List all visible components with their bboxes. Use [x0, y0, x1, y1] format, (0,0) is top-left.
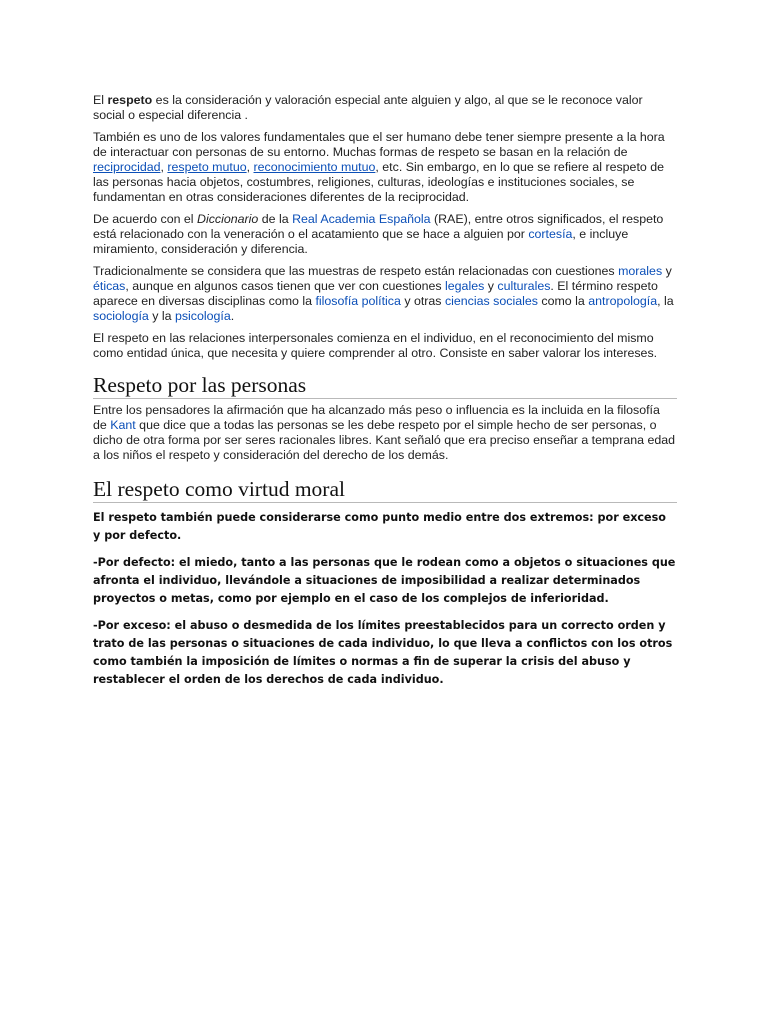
section2-paragraph-por-exceso: -Por exceso: el abuso o desmedida de los límites preestablecidos para un correcto orden y trato de las personas o situaciones de cada individuo, lo que lleva a conflictos con los otros como también la imposición de límites o normas a fin de superar la crisis del abuso y restablecer el orden de los derechos de cada individuo.: [93, 619, 673, 686]
link-legales[interactable]: legales: [445, 279, 485, 293]
section2-paragraph-por-defecto: -Por defecto: el miedo, tanto a las personas que le rodean como a objetos o situaciones que afronta el individuo, llevándole a situaciones de imposibilidad a realizar determinados proyectos o metas, como por ejemplo en el caso de los complejos de inferioridad.: [93, 556, 676, 605]
link-respeto-mutuo[interactable]: respeto mutuo: [167, 160, 247, 174]
link-cortesia[interactable]: cortesía: [528, 227, 573, 241]
term-respeto: respeto: [107, 93, 153, 107]
section-heading-respeto-por-las-personas: Respeto por las personas: [93, 373, 677, 399]
link-sociologia[interactable]: sociología: [93, 309, 149, 323]
link-eticas[interactable]: éticas: [93, 279, 126, 293]
intro-paragraph-2: También es uno de los valores fundamentales que el ser humano debe tener siempre presente a la hora de interactuar con personas de su entorno. Muchas formas de respeto se basan en la relación de reciprocidad, respeto mutuo, reconocimiento mutuo, etc. Sin embargo, en lo que se refiere al respeto de las personas hacia objetos, costumbres, religiones, culturas, ideologías e instituciones sociales, se fundamentan en otras consideraciones diferentes de la reciprocidad.: [93, 130, 665, 204]
section2-paragraph-1: El respeto también puede considerarse como punto medio entre dos extremos: por exceso y por defecto.: [93, 511, 666, 542]
link-reconocimiento-mutuo[interactable]: reconocimiento mutuo: [253, 160, 376, 174]
intro-paragraph-3: De acuerdo con el Diccionario de la Real Academia Española (RAE), entre otros significados, el respeto está relacionado con la veneración o el acatamiento que se hace a alguien por cortesía, e incluye miramiento, consideración y diferencia.: [93, 212, 664, 256]
link-filosofia-politica[interactable]: filosofía política: [315, 294, 401, 308]
link-psicologia[interactable]: psicología: [174, 309, 231, 323]
document-body: [93, 93, 677, 698]
intro-paragraph-4: Tradicionalmente se considera que las muestras de respeto están relacionadas con cuestiones morales y éticas, aunque en algunos casos tienen que ver con cuestiones legales y culturales. El término respeto aparece en diversas disciplinas como la filosofía política y otras ciencias sociales como la antropología, la sociología y la psicología.: [93, 264, 674, 323]
section-heading-virtud-moral: El respeto como virtud moral: [93, 477, 677, 503]
intro-paragraph-1: El respeto es la consideración y valoración especial ante alguien y algo, al que se le reconoce valor social o especial diferencia .: [93, 93, 643, 122]
link-antropologia[interactable]: antropología: [588, 294, 658, 308]
term-diccionario: Diccionario: [197, 212, 259, 226]
link-morales[interactable]: morales: [618, 264, 663, 278]
link-reciprocidad[interactable]: reciprocidad: [93, 160, 161, 174]
link-culturales[interactable]: culturales: [497, 279, 551, 293]
intro-paragraph-5: El respeto en las relaciones interpersonales comienza en el individuo, en el reconocimiento del mismo como entidad única, que necesita y quiere comprender al otro. Consiste en saber valorar los intereses.: [93, 331, 658, 360]
link-ciencias-sociales[interactable]: ciencias sociales: [444, 294, 538, 308]
section1-paragraph: Entre los pensadores la afirmación que ha alcanzado más peso o influencia es la incluida en la filosofía de Kant que dice que a todas las personas se les debe respeto por el simple hecho de ser personas, o dicho de otra forma por ser seres racionales libres. Kant señaló que era preciso enseñar a temprana edad a los niños el respeto y consideración del derecho de los demás.: [93, 403, 676, 462]
link-kant[interactable]: Kant: [110, 418, 136, 432]
link-real-academia-espanola[interactable]: Real Academia Española: [292, 212, 431, 226]
